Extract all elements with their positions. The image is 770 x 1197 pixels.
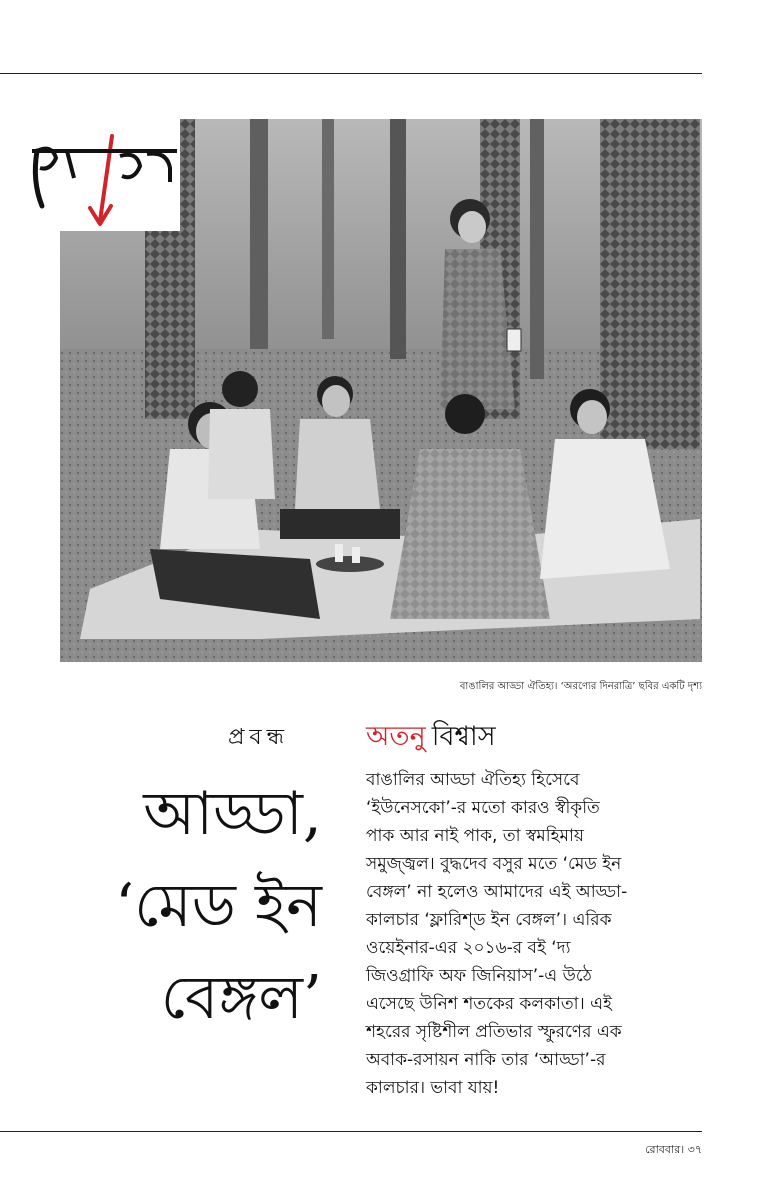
headline-line-3: বেঙ্গল’: [160, 963, 322, 1033]
article-intro: [366, 766, 686, 1102]
logo-mark: [12, 96, 180, 231]
intro-line: কালচার। ভাবা যায়!: [366, 1078, 500, 1098]
bottom-rule: [0, 1131, 702, 1132]
intro-line: ওয়েইনার-এর ২০১৬-র বই ‘দ্য: [366, 938, 571, 958]
headline-line-1: আড্ডা,: [143, 779, 322, 849]
intro-line: কালচার ‘ফ্লারিশ্‌ড ইন বেঙ্গল’। এরিক: [366, 910, 612, 930]
author-first-name: অতনু: [366, 721, 426, 752]
rabibar-logo: [12, 96, 180, 231]
intro-line: ‘ইউনেসকো’-র মতো কারও স্বীকৃতি: [366, 798, 600, 818]
intro-line: জিওগ্রাফি অফ জিনিয়াস’-এ উঠে: [366, 966, 592, 986]
intro-line: পাক আর নাই পাক, তা স্বমহিমায়: [366, 826, 584, 846]
author-last-name: বিশ্বাস: [431, 721, 496, 752]
page-folio: রোববার। ৩৭: [645, 1143, 702, 1156]
section-label: প্রবন্ধ: [228, 725, 290, 750]
author-byline: [366, 716, 496, 761]
top-rule: [0, 73, 702, 74]
intro-line: অবাক-রসায়ন নাকি তার ‘আড্ডা’-র: [366, 1050, 606, 1070]
intro-line: শহরের সৃষ্টিশীল প্রতিভার স্ফুরণের এক: [366, 1022, 622, 1042]
intro-line: সমুজ্জ্বল। বুদ্ধদেব বসুর মতে ‘মেড ইন: [366, 854, 622, 874]
intro-line: বেঙ্গল’ না হলেও আমাদের এই আড্ডা-: [366, 882, 628, 902]
headline-line-2: ‘মেড ইন: [115, 871, 322, 941]
photo-caption: বাঙালির আড্ডা ঐতিহ্য। ‘অরণ্যের দিনরাত্রি’ ছবির একটি দৃশ্য: [459, 681, 702, 692]
intro-line: বাঙালির আড্ডা ঐতিহ্য হিসেবে: [366, 770, 580, 790]
intro-line: এসেছে উনিশ শতকের কলকাতা। এই: [366, 994, 612, 1014]
